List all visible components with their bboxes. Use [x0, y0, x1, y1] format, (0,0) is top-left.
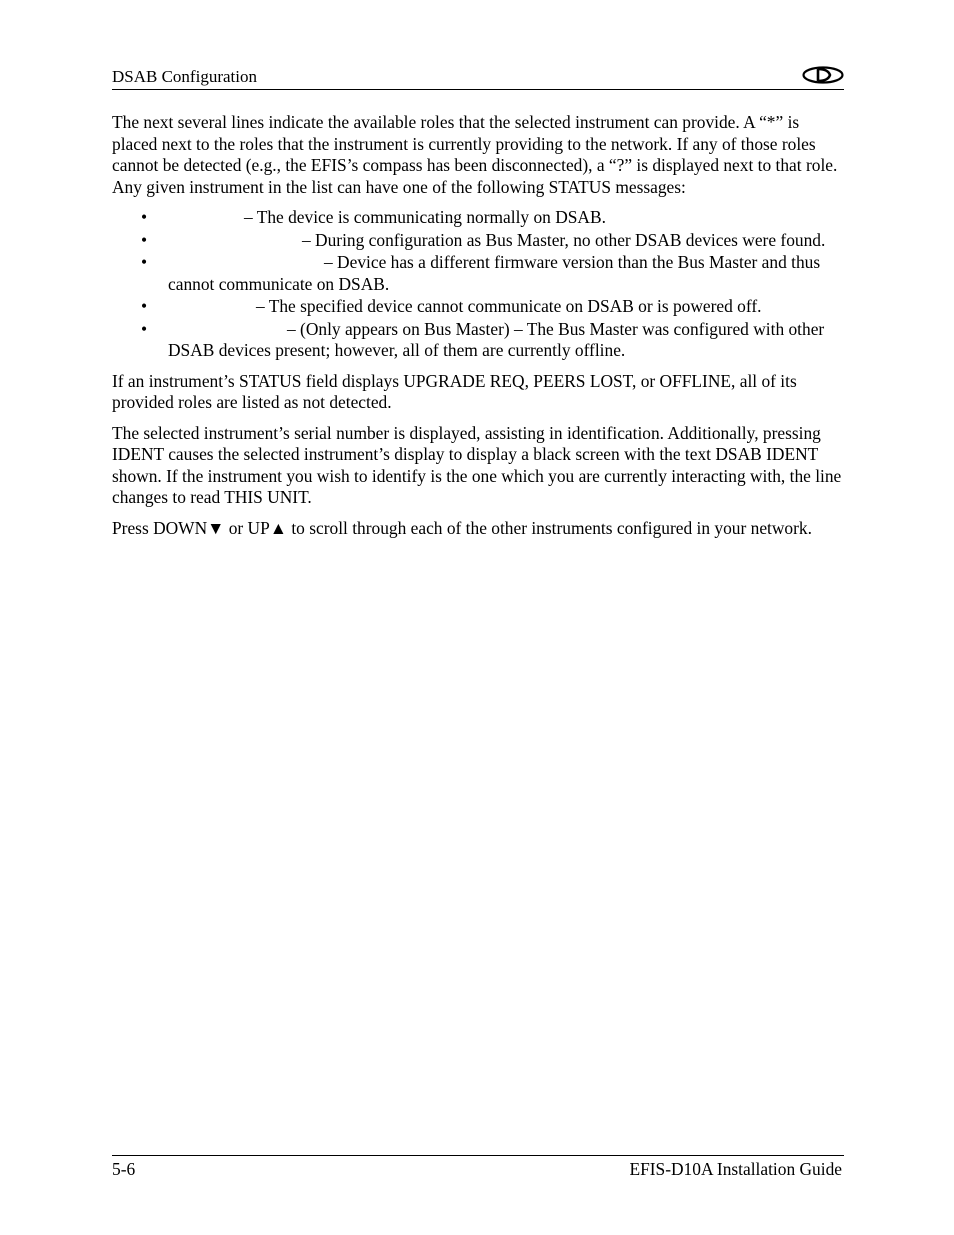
bullet: •	[141, 229, 148, 250]
scroll-paragraph: Press DOWN▼ or UP▲ to scroll through each of the other instruments configured in your network.	[112, 517, 812, 538]
page-number: 5-6	[112, 1159, 136, 1179]
list-item	[112, 296, 842, 318]
guide-title: EFIS-D10A Installation Guide	[629, 1159, 842, 1179]
page-content	[112, 112, 842, 548]
list-item	[112, 230, 842, 252]
list-item	[112, 319, 842, 362]
status-description: – The device is communicating normally on DSAB.	[244, 207, 606, 227]
page-footer	[112, 1155, 844, 1182]
status-description: – Device has a different firmware version than the Bus Master and thus cannot communicate on DSAB.	[168, 252, 821, 294]
status-roles-paragraph: If an instrument’s STATUS field displays UPGRADE REQ, PEERS LOST, or OFFLINE, all of its provided roles are listed as not detected.	[112, 370, 797, 412]
status-description: – During configuration as Bus Master, no other DSAB devices were found.	[302, 229, 826, 250]
dynon-logo-icon	[802, 66, 844, 84]
bullet: •	[141, 296, 148, 316]
page-header	[112, 64, 844, 90]
list-item	[112, 207, 842, 229]
bullet: •	[141, 252, 148, 272]
serial-paragraph: The selected instrument’s serial number is displayed, assisting in identification. Additionally, pressing IDENT causes the selected instrument’s display to display a black screen with the text DSAB IDENT shown. If the instrument you wish to identify is the one which you are currently interacting with, the line changes to read THIS UNIT.	[112, 422, 842, 507]
status-message-list	[112, 207, 842, 362]
header-title: DSAB Configuration	[112, 67, 257, 86]
intro-paragraph: The next several lines indicate the available roles that the selected instrument can provide. A “*” is placed next to the roles that the instrument is currently providing to the network. If any of those roles cannot be detected (e.g., the EFIS’s compass has been disconnected), a “?” is displayed next to that role. Any given instrument in the list can have one of the following STATUS messages:	[112, 112, 838, 197]
status-description: – (Only appears on Bus Master) – The Bus Master was configured with other DSAB devices present; however, all of them are currently offline.	[168, 318, 825, 360]
list-item	[112, 252, 842, 295]
bullet: •	[141, 207, 148, 227]
bullet: •	[141, 318, 148, 339]
status-description: – The specified device cannot communicate on DSAB or is powered off.	[256, 296, 762, 316]
